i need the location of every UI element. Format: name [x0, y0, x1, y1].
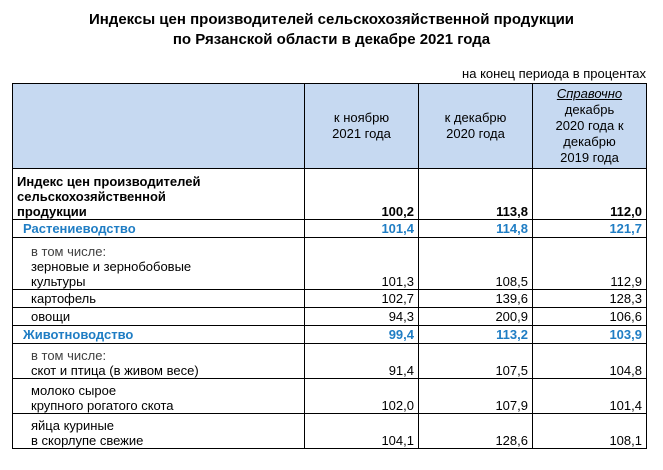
value-cell: 107,5 [419, 344, 533, 379]
value-cell: 100,2 [305, 169, 419, 220]
row-label [13, 379, 305, 414]
value-cell: 94,3 [305, 308, 419, 326]
value-cell: 101,3 [305, 238, 419, 290]
label-line: скот и птица (в живом весе) [31, 363, 199, 378]
header-text: 2021 года [332, 126, 391, 141]
label-line: зерновые и зернобобовые [31, 259, 192, 274]
label-line: Индекс цен производителей [17, 174, 201, 189]
table-row-milk [13, 379, 647, 414]
header-empty-cell [13, 84, 305, 169]
label-line: сельскохозяйственной [17, 189, 166, 204]
value-cell: 108,5 [419, 238, 533, 290]
row-label: овощи [13, 308, 305, 326]
table-row-vegetables [13, 308, 647, 326]
page-title [0, 10, 663, 50]
value-cell: 91,4 [305, 344, 419, 379]
header-vs-december [419, 84, 533, 169]
value-cell: 102,7 [305, 290, 419, 308]
header-vs-november [305, 84, 419, 169]
value-cell: 128,3 [533, 290, 647, 308]
label-line: молоко сырое [31, 383, 117, 398]
label-line: продукции [17, 204, 87, 219]
section-label: Растениеводство [13, 220, 305, 238]
value-cell: 107,9 [419, 379, 533, 414]
value-cell: 113,8 [419, 169, 533, 220]
header-text: 2020 года [446, 126, 505, 141]
label-line: яйца куриные [31, 418, 115, 433]
header-text: 2020 года к [555, 118, 624, 133]
value-cell: 101,4 [533, 379, 647, 414]
value-cell: 104,8 [533, 344, 647, 379]
value-cell: 102,0 [305, 379, 419, 414]
value-cell: 139,6 [419, 290, 533, 308]
price-index-table [12, 83, 647, 449]
table-row-total [13, 169, 647, 220]
including-label: в том числе: [31, 244, 107, 259]
label-line: крупного рогатого скота [31, 398, 174, 413]
title-line-1: Индексы цен производителей сельскохозяйственной продукции [88, 11, 575, 28]
header-text: 2019 года [560, 150, 619, 165]
value-cell: 99,4 [305, 326, 419, 344]
value-cell: 108,1 [533, 414, 647, 449]
label-line: культуры [31, 274, 86, 289]
table-row-eggs [13, 414, 647, 449]
value-cell: 104,1 [305, 414, 419, 449]
title-line-2: по Рязанской области в декабре 2021 года [172, 31, 491, 48]
row-label: картофель [13, 290, 305, 308]
header-text: к декабрю [444, 110, 507, 125]
row-label [13, 238, 305, 290]
row-label [13, 169, 305, 220]
table-row-grain [13, 238, 647, 290]
table-header-row [13, 84, 647, 169]
value-cell: 114,8 [419, 220, 533, 238]
value-cell: 121,7 [533, 220, 647, 238]
table-row-crop [13, 220, 647, 238]
label-line: в скорлупе свежие [31, 433, 144, 448]
section-label: Животноводство [13, 326, 305, 344]
value-cell: 103,9 [533, 326, 647, 344]
table-row-livestock [13, 326, 647, 344]
value-cell: 112,0 [533, 169, 647, 220]
value-cell: 112,9 [533, 238, 647, 290]
table-row-potato [13, 290, 647, 308]
header-text: к ноябрю [333, 110, 390, 125]
including-label: в том числе: [31, 348, 107, 363]
header-text: декабрю [563, 134, 616, 149]
value-cell: 106,6 [533, 308, 647, 326]
header-reference [533, 84, 647, 169]
value-cell: 200,9 [419, 308, 533, 326]
row-label [13, 414, 305, 449]
table-row-cattle [13, 344, 647, 379]
header-text: декабрь [564, 102, 615, 117]
value-cell: 101,4 [305, 220, 419, 238]
reference-note: Справочно [556, 86, 623, 101]
value-cell: 128,6 [419, 414, 533, 449]
units-note: на конец периода в процентах [462, 66, 646, 81]
value-cell: 113,2 [419, 326, 533, 344]
row-label [13, 344, 305, 379]
